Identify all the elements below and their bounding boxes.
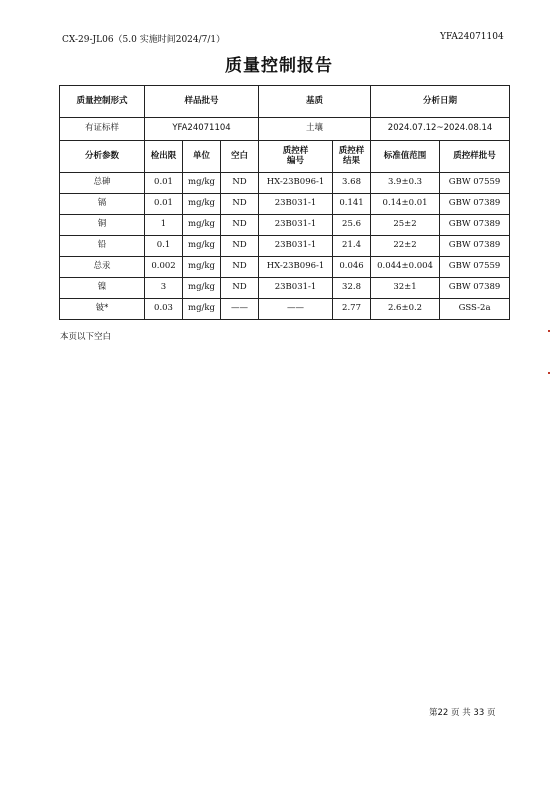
cell-range: 3.9±0.3 (371, 173, 440, 194)
cell-blank: ND (221, 194, 259, 215)
cell-qc-id: HX-23B096-1 (259, 173, 333, 194)
cell-result: 0.141 (333, 194, 371, 215)
cell-param: 铅 (60, 236, 145, 257)
cell-qc-id: HX-23B096-1 (259, 257, 333, 278)
page-number: 第22 页 共 33 页 (429, 708, 496, 718)
matrix-value: 土壤 (259, 118, 371, 141)
cell-unit: mg/kg (183, 215, 221, 236)
cell-param: 总汞 (60, 257, 145, 278)
info-values-row (60, 118, 510, 141)
date-value: 2024.07.12~2024.08.14 (371, 118, 510, 141)
cell-result: 21.4 (333, 236, 371, 257)
cell-blank: ND (221, 215, 259, 236)
cell-lot: GSS-2a (440, 299, 510, 320)
cell-result: 32.8 (333, 278, 371, 299)
blank-below-note: 本页以下空白 (60, 332, 112, 342)
col-header-param: 分析参数 (60, 141, 145, 173)
cell-lod: 0.002 (145, 257, 183, 278)
table-row (60, 173, 510, 194)
cell-lot: GBW 07389 (440, 194, 510, 215)
col-header-qc-result: 质控样 结果 (333, 141, 371, 173)
info-header-row (60, 86, 510, 118)
cell-lot: GBW 07389 (440, 278, 510, 299)
col-header-lod: 检出限 (145, 141, 183, 173)
form-value: 有证标样 (60, 118, 145, 141)
cell-result: 0.046 (333, 257, 371, 278)
qc-table (59, 85, 510, 320)
cell-unit: mg/kg (183, 194, 221, 215)
col-header-lot: 质控样批号 (440, 141, 510, 173)
table-row (60, 215, 510, 236)
cell-lod: 0.03 (145, 299, 183, 320)
table-row (60, 257, 510, 278)
scan-speck (548, 330, 550, 332)
col-header-blank: 空白 (221, 141, 259, 173)
cell-blank: ND (221, 236, 259, 257)
cell-unit: mg/kg (183, 173, 221, 194)
cell-lod: 0.01 (145, 173, 183, 194)
cell-blank: ND (221, 257, 259, 278)
cell-range: 0.044±0.004 (371, 257, 440, 278)
cell-blank: ND (221, 173, 259, 194)
cell-unit: mg/kg (183, 278, 221, 299)
cell-param: 总砷 (60, 173, 145, 194)
cell-range: 25±2 (371, 215, 440, 236)
cell-range: 0.14±0.01 (371, 194, 440, 215)
cell-result: 25.6 (333, 215, 371, 236)
cell-range: 2.6±0.2 (371, 299, 440, 320)
page-title: 质量控制报告 (225, 56, 333, 76)
cell-unit: mg/kg (183, 299, 221, 320)
cell-lod: 3 (145, 278, 183, 299)
column-header-row (60, 141, 510, 173)
cell-param: 镉 (60, 194, 145, 215)
cell-unit: mg/kg (183, 236, 221, 257)
cell-result: 3.68 (333, 173, 371, 194)
col-header-qc-id: 质控样 编号 (259, 141, 333, 173)
scan-speck (548, 372, 550, 374)
table-row (60, 194, 510, 215)
cell-param: 铍* (60, 299, 145, 320)
form-label: 质量控制形式 (60, 86, 145, 118)
batch-value: YFA24071104 (145, 118, 259, 141)
cell-lod: 0.1 (145, 236, 183, 257)
cell-lot: GBW 07559 (440, 173, 510, 194)
cell-result: 2.77 (333, 299, 371, 320)
cell-qc-id: 23B031-1 (259, 215, 333, 236)
table-row (60, 236, 510, 257)
cell-lot: GBW 07559 (440, 257, 510, 278)
cell-lod: 1 (145, 215, 183, 236)
table-row (60, 278, 510, 299)
cell-lot: GBW 07389 (440, 215, 510, 236)
col-header-unit: 单位 (183, 141, 221, 173)
cell-param: 镍 (60, 278, 145, 299)
form-code: CX-29-JL06（5.0 实施时间2024/7/1） (62, 35, 226, 45)
cell-qc-id: 23B031-1 (259, 278, 333, 299)
cell-qc-id: 23B031-1 (259, 194, 333, 215)
table-row (60, 299, 510, 320)
report-number: YFA24071104 (440, 32, 504, 42)
cell-blank: —— (221, 299, 259, 320)
date-label: 分析日期 (371, 86, 510, 118)
batch-label: 样品批号 (145, 86, 259, 118)
cell-range: 22±2 (371, 236, 440, 257)
cell-blank: ND (221, 278, 259, 299)
cell-qc-id: —— (259, 299, 333, 320)
matrix-label: 基质 (259, 86, 371, 118)
cell-lod: 0.01 (145, 194, 183, 215)
col-header-range: 标准值范围 (371, 141, 440, 173)
cell-qc-id: 23B031-1 (259, 236, 333, 257)
cell-range: 32±1 (371, 278, 440, 299)
cell-lot: GBW 07389 (440, 236, 510, 257)
cell-param: 铜 (60, 215, 145, 236)
cell-unit: mg/kg (183, 257, 221, 278)
